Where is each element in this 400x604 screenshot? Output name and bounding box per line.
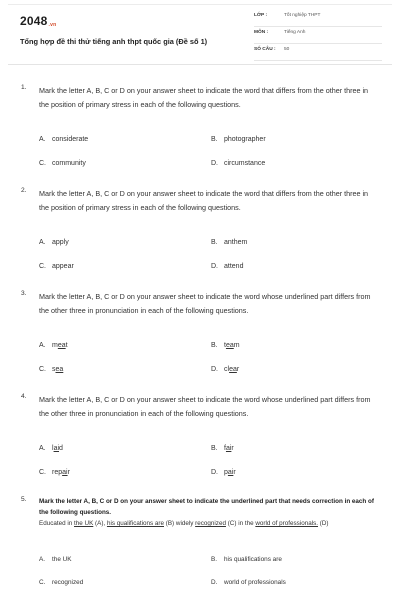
- word-part: r: [233, 469, 236, 476]
- meta-class-value: Tốt nghiệp THPT: [284, 13, 321, 18]
- meta-class-label: LỚP :: [254, 13, 268, 18]
- document-title: Tổng hợp đề thi thử tiếng anh thpt quốc gia (Đề số 1): [20, 37, 208, 46]
- word-part: d: [59, 445, 63, 452]
- option-letter: C.: [39, 469, 46, 476]
- option-b[interactable]: [211, 136, 266, 143]
- option-a[interactable]: [39, 239, 69, 246]
- option-a[interactable]: [39, 136, 88, 143]
- option-text: anthem: [224, 239, 248, 246]
- question-number: 2.: [21, 187, 27, 194]
- option-c[interactable]: [39, 263, 74, 270]
- option-text: attend: [224, 263, 244, 270]
- word-part: r: [67, 469, 70, 476]
- option-b[interactable]: [211, 239, 247, 246]
- question-number: 5.: [21, 496, 27, 503]
- exam-meta: [254, 13, 382, 64]
- option-letter: C.: [39, 366, 46, 373]
- word-part: t: [65, 342, 68, 349]
- underlined-part: ai: [227, 469, 234, 476]
- word-part: t: [224, 342, 226, 349]
- option-letter: D.: [211, 469, 218, 476]
- option-letter: D.: [211, 579, 218, 586]
- option-text: considerate: [52, 136, 89, 143]
- option-letter: D.: [211, 160, 218, 167]
- sentence-part: (C) in the: [225, 520, 256, 527]
- question-text: Mark the letter A, B, C or D on your answer sheet to indicate the word that differs from the other three in the position of primary stress in each of the following questions.: [39, 86, 369, 109]
- option-c[interactable]: [39, 469, 70, 476]
- meta-subject-value: Tiếng Anh: [284, 30, 306, 35]
- option-text: the UK: [52, 556, 72, 563]
- option-b[interactable]: [211, 445, 234, 452]
- word-part: f: [224, 445, 226, 452]
- option-c[interactable]: [39, 366, 63, 373]
- underlined-part: ai: [225, 445, 232, 452]
- site-logo[interactable]: [20, 14, 56, 28]
- question-text: Mark the letter A, B, C or D on your answer sheet to indicate the word whose underlined part differs from the other three in pronunciation in each of the following questions.: [39, 395, 371, 418]
- option-text: recognized: [52, 579, 84, 586]
- question-number: 1.: [21, 84, 27, 91]
- question-text: Mark the letter A, B, C or D on your answer sheet to indicate the word whose underlined part differs from the other three in pronunciation in each of the following questions.: [39, 292, 371, 315]
- sentence-part: Educated in: [39, 520, 75, 527]
- word-part: r: [236, 366, 240, 373]
- option-d[interactable]: [211, 469, 236, 476]
- option-text: photographer: [224, 136, 266, 143]
- meta-count-row: [254, 47, 382, 61]
- word-part: s: [52, 366, 56, 373]
- sentence-part: (B) widely: [164, 520, 196, 527]
- question-sentence: [39, 518, 374, 530]
- option-text: appear: [52, 263, 74, 270]
- underlined-segment-d: world of professionals.: [255, 520, 319, 527]
- option-d[interactable]: [211, 263, 243, 270]
- option-text: world of professionals: [224, 579, 286, 586]
- meta-count-label: SỐ CÂU :: [254, 47, 276, 52]
- option-letter: A.: [39, 239, 46, 246]
- underlined-part: ea: [55, 366, 64, 373]
- question-number: 4.: [21, 393, 27, 400]
- option-letter: B.: [211, 136, 218, 143]
- logo-text: 2048: [20, 14, 48, 28]
- page-header: [8, 4, 392, 62]
- option-text: apply: [52, 239, 69, 246]
- option-letter: C.: [39, 579, 46, 586]
- option-letter: B.: [211, 445, 218, 452]
- underlined-segment-b: his qualifications are: [106, 520, 164, 527]
- option-a[interactable]: [39, 556, 72, 563]
- option-d[interactable]: [211, 160, 265, 167]
- underlined-part: ai: [53, 445, 60, 452]
- option-letter: A.: [39, 136, 46, 143]
- option-c[interactable]: [39, 160, 86, 167]
- word-part: m: [52, 342, 58, 349]
- underlined-segment-c: recognized: [195, 520, 226, 527]
- option-text: circumstance: [224, 160, 266, 167]
- meta-class-row: [254, 13, 382, 27]
- word-part: l: [52, 445, 54, 452]
- option-letter: D.: [211, 366, 218, 373]
- sentence-part: (A),: [93, 520, 107, 527]
- exam-page: [8, 4, 392, 596]
- underlined-segment-a: the UK: [74, 520, 94, 527]
- meta-subject-row: [254, 30, 382, 44]
- word-part: cl: [224, 366, 230, 373]
- option-letter: C.: [39, 263, 46, 270]
- word-part: m: [233, 342, 240, 349]
- question-number: 3.: [21, 290, 27, 297]
- option-letter: C.: [39, 160, 46, 167]
- question-text: Mark the letter A, B, C or D on your answer sheet to indicate the underlined part that needs correction in each of the following questions.: [39, 498, 374, 516]
- underlined-part: ea: [225, 342, 234, 349]
- option-letter: A.: [39, 556, 46, 563]
- option-text: community: [52, 160, 86, 167]
- meta-count-value: 50: [284, 47, 290, 52]
- header-divider: [8, 64, 392, 65]
- option-b[interactable]: [211, 342, 240, 349]
- option-b[interactable]: [211, 556, 282, 563]
- sentence-part: (D): [318, 520, 329, 527]
- option-letter: B.: [211, 239, 218, 246]
- option-letter: A.: [39, 445, 46, 452]
- underlined-part: ea: [57, 342, 66, 349]
- option-d[interactable]: [211, 366, 239, 373]
- option-c[interactable]: [39, 579, 83, 586]
- underlined-part: ai: [62, 469, 68, 476]
- option-a[interactable]: [39, 342, 68, 349]
- meta-subject-label: MÔN :: [254, 30, 269, 35]
- option-letter: D.: [211, 263, 218, 270]
- word-part: r: [231, 445, 234, 452]
- underlined-part: ea: [229, 366, 237, 373]
- option-letter: B.: [211, 342, 218, 349]
- word-part: p: [224, 469, 228, 476]
- option-letter: A.: [39, 342, 46, 349]
- word-part: rep: [52, 469, 63, 476]
- question-text: Mark the letter A, B, C or D on your answer sheet to indicate the word that differs from the other three in the position of primary stress in each of the following questions.: [39, 189, 369, 212]
- option-letter: B.: [211, 556, 218, 563]
- option-d[interactable]: [211, 579, 286, 586]
- option-a[interactable]: [39, 445, 63, 452]
- logo-suffix: .vn: [48, 22, 57, 28]
- option-text: his qualifications are: [224, 556, 282, 563]
